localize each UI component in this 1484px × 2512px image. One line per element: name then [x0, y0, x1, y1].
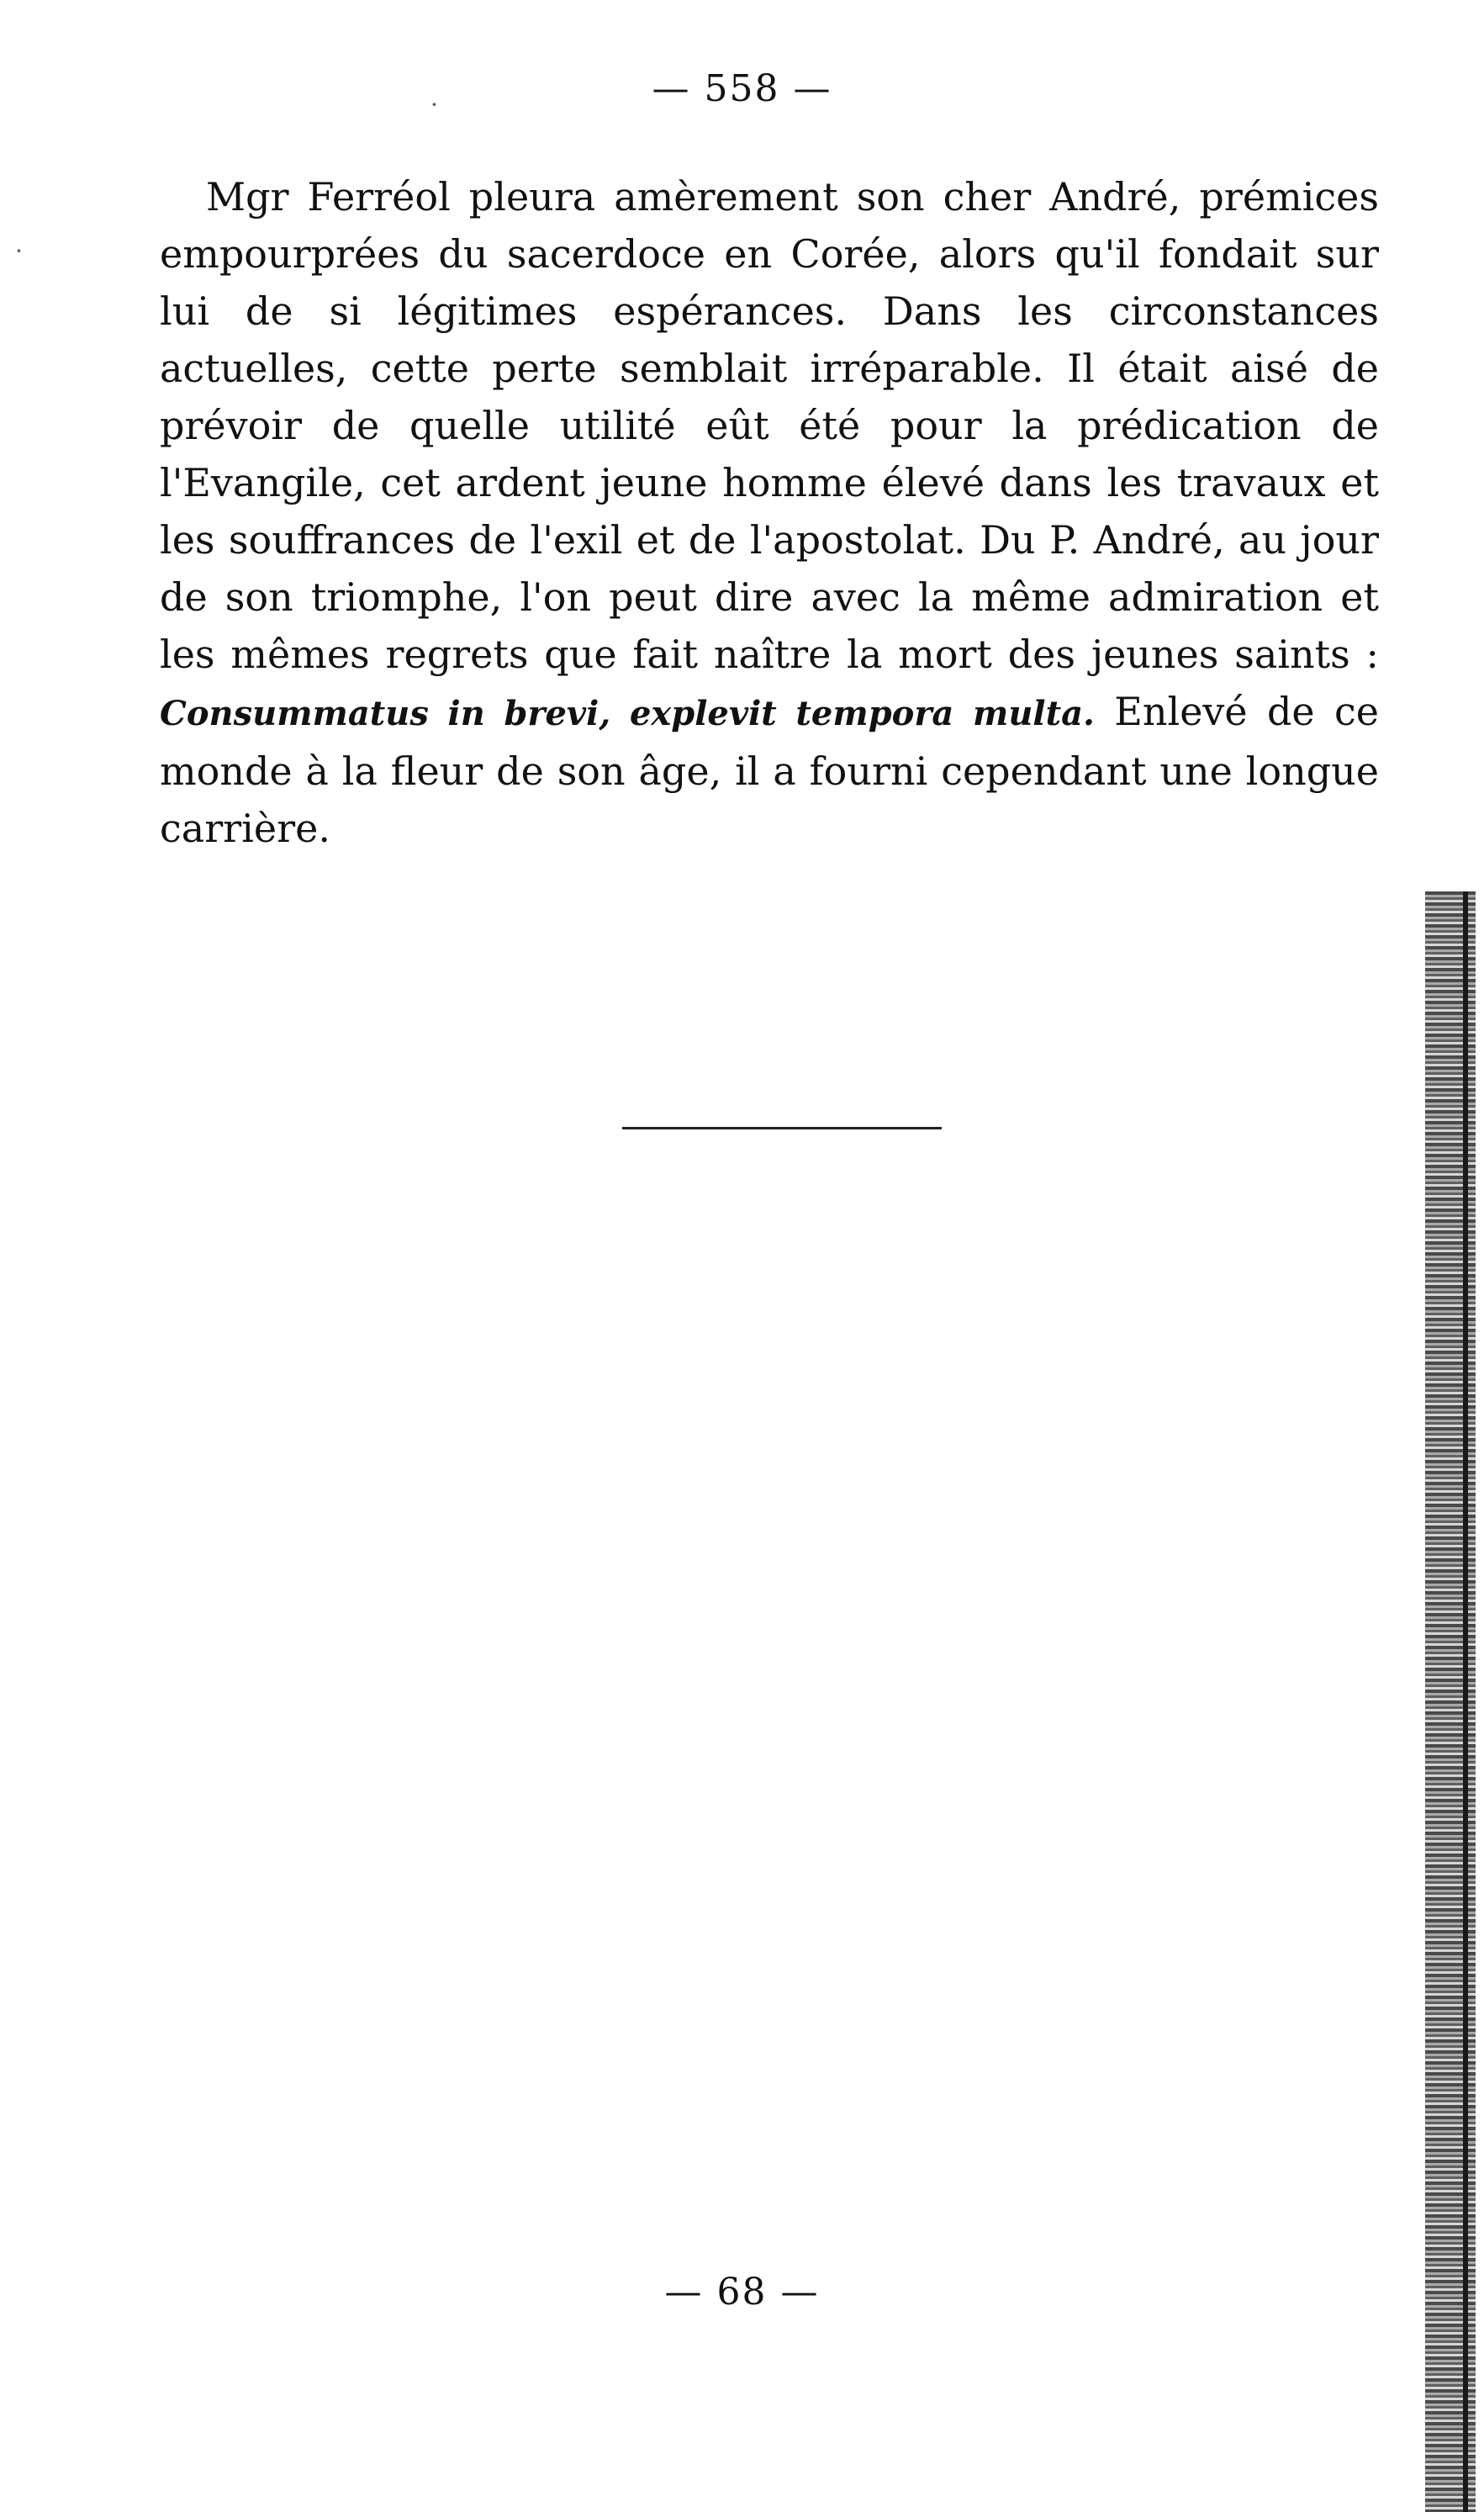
stray-mark: · [430, 91, 438, 119]
section-rule [622, 1127, 942, 1129]
body-paragraph [160, 168, 1379, 857]
page-number-footer: — 68 — [664, 2271, 820, 2314]
stray-mark: · [15, 237, 23, 265]
paragraph-text: Mgr Ferréol pleura amèrement son cher André, prémices empourprées du sacerdoce en Corée, alors qu'il fondait sur lui de si légitimes espérances. Dans les circonstances actuelles, cette perte semblait irréparable. Il était aisé de prévoir de quelle utilité eût été pour la prédication de l'Evangile, cet ardent jeune homme élevé dans les travaux et les souffrances de l'exil et de l'apostolat. Du P. André, au jour de son triomphe, l'on peut dire avec la même admiration et les mêmes regrets que fait naître la mort des jeunes saints : [160, 174, 1379, 677]
paragraph-text-end: Enlevé de ce monde à la fleur de son âge, il a fourni cependant une longue carrière. [160, 689, 1379, 851]
page-number-header: — 558 — [652, 67, 832, 110]
page-binding-line [1463, 891, 1468, 2512]
latin-quote: Consummatus in brevi, explevit tempora multa. [160, 694, 1095, 733]
page-binding-edge [1425, 891, 1476, 2512]
